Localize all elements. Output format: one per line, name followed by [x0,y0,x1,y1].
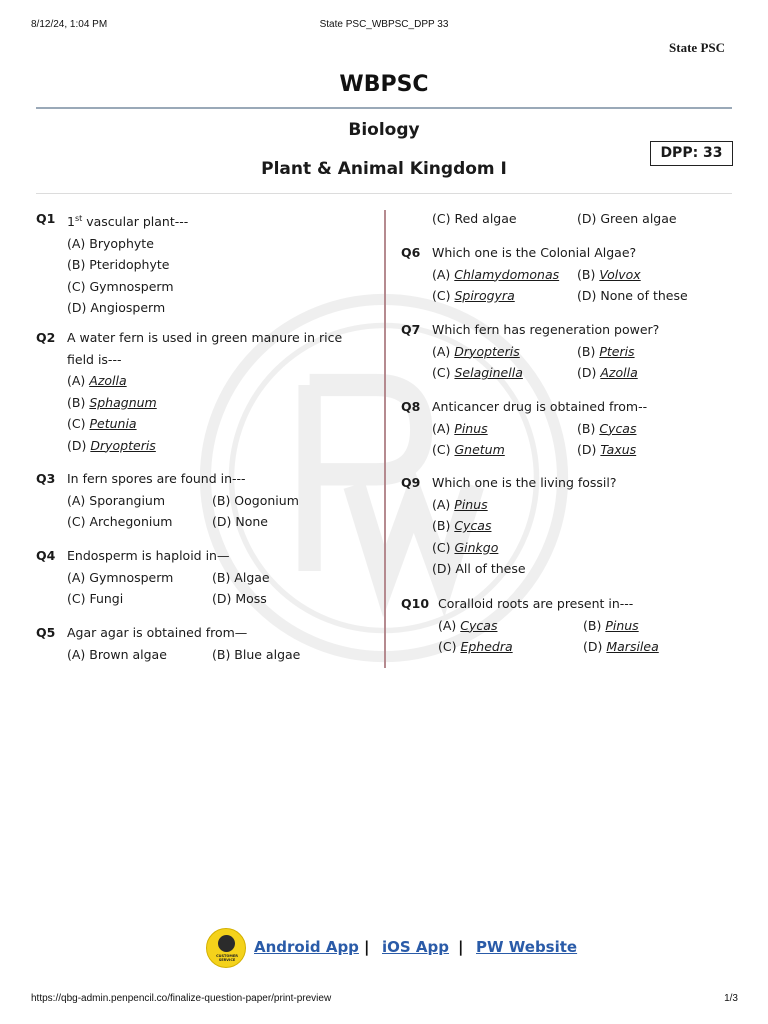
option-value: Pinus [454,496,488,512]
option-label: (B) [577,266,600,282]
option-value: Petunia [89,416,137,431]
question-q10 [401,593,659,658]
option-label: (B) [577,420,600,436]
option-c [432,362,577,384]
option-label: (C) [432,442,455,457]
option-b [577,341,635,363]
question-text: Endosperm is haploid in— [67,548,230,563]
question-q5 [36,622,300,665]
option-label: (C) [432,288,455,303]
option-a: (A) Bryophyte [67,235,154,251]
superscript: st [74,214,83,223]
question-text: Which one is the Colonial Algae? [432,245,637,260]
exam-title: WBPSC [339,72,429,97]
option-b: (B) Blue algae [212,646,301,662]
question-number: Q6 [401,245,421,260]
option-d: (D) None [212,514,268,529]
question-text [67,208,188,233]
option-label: (D) [577,365,601,380]
option-value: Gnetum [454,442,505,457]
logo-caption: CUSTOMER SERVICE [216,954,238,962]
chapter-title: Plant & Animal Kingdom I [261,159,507,179]
question-text: A water fern is used in green manure in rice field is--- [67,330,343,367]
question-text: In fern spores are found in--- [67,471,246,486]
headset-icon [218,935,235,952]
option-value: Pteris [599,343,635,359]
subject-title: Biology [348,120,420,140]
option-a [432,418,577,440]
option-label: (A) [432,266,455,282]
question-text: Which fern has regeneration power? [432,322,660,337]
option-label: (D) [583,639,607,654]
option-d: (D) All of these [432,561,526,576]
option-b: (B) Oogonium [212,492,299,508]
option-label: (D) [577,442,601,457]
option-label: (D) [67,437,91,453]
option-value: Chlamydomonas [454,266,560,282]
option-label: (A) [67,373,90,388]
link-separator: | [364,938,370,956]
dpp-badge: DPP: 33 [650,141,733,166]
option-d [583,636,659,658]
pw-website-link[interactable]: PW Website [476,938,578,956]
question-number: Q2 [36,330,56,345]
question-number: Q10 [401,596,430,611]
option-d [577,362,638,384]
option-c [432,537,617,559]
question-number: Q4 [36,548,56,563]
option-value: Azolla [89,373,127,388]
option-value: Cycas [460,617,498,633]
option-value: Dryopteris [454,343,520,359]
option-label: (B) [583,617,606,633]
option-d [67,435,366,457]
question-number: Q7 [401,322,421,337]
question-number: Q9 [401,475,421,490]
option-a [432,494,617,516]
option-c [438,636,583,658]
option-value: Taxus [600,442,637,457]
page-number: 1/3 [724,993,738,1004]
option-d: (D) Moss [212,591,267,606]
customer-service-logo [206,928,246,968]
option-value: Dryopteris [90,437,156,453]
option-label: (B) [67,394,90,410]
option-c: (C) Archegonium [67,514,173,529]
brand-label: State PSC [669,40,725,55]
option-value: Azolla [600,365,638,380]
option-value: Cycas [454,518,492,533]
option-a [67,370,366,392]
option-d: (D) Angiosperm [67,300,166,316]
option-label: (C) [432,365,455,380]
android-app-link[interactable]: Android App [254,938,359,956]
option-value: Pinus [605,617,639,633]
print-doc-title: State PSC_WBPSC_DPP 33 [319,19,449,30]
option-label: (B) [432,518,455,533]
option-c: (C) Red algae [432,211,517,226]
question-number: Q3 [36,471,56,486]
option-value: Pinus [454,420,488,436]
header-divider [36,193,732,194]
print-url: https://qbg-admin.penpencil.co/finalize-question-paper/print-preview [31,993,332,1004]
option-b: (B) Pteridophyte [67,257,170,273]
link-separator: | [458,938,464,956]
option-value: Volvox [599,266,641,282]
question-q7 [401,319,659,384]
option-label: (A) [432,343,455,359]
option-value: Cycas [599,420,637,436]
option-b [67,392,366,414]
option-value: Spirogyra [454,288,515,303]
title-divider [36,107,732,109]
question-text: Coralloid roots are present in--- [438,596,634,611]
question-q8 [401,396,647,461]
option-d: (D) None of these [577,288,688,303]
question-text: Anticancer drug is obtained from-- [432,399,648,414]
question-number: Q8 [401,399,421,414]
app-links-footer [0,928,768,968]
option-value: Selaginella [454,365,523,380]
option-a [432,341,577,363]
option-a: (A) Brown algae [67,646,167,662]
option-label: (A) [432,496,455,512]
question-q2 [36,327,366,456]
option-b [432,515,617,537]
option-a [432,264,577,286]
question-text-part: vascular plant--- [82,214,189,230]
question-text: Agar agar is obtained from— [67,625,248,640]
option-b [577,418,636,440]
question-text: Which one is the living fossil? [432,475,617,490]
option-label: (A) [432,420,455,436]
question-q1 [36,208,188,319]
option-label: (B) [577,343,600,359]
question-q3 [36,468,299,533]
option-label: (C) [438,639,461,654]
question-q6 [401,242,688,307]
ios-app-link[interactable]: iOS App [382,938,450,956]
option-b: (B) Algae [212,569,270,585]
question-number: Q1 [36,211,56,226]
option-value: Ginkgo [454,539,499,555]
question-q5-continued [401,208,677,230]
option-b [577,264,641,286]
question-q4 [36,545,270,610]
option-c [432,285,577,307]
option-c: (C) Fungi [67,591,124,606]
question-q9 [401,472,617,580]
option-label: (C) [67,416,90,431]
option-label: (A) [438,617,461,633]
option-b [583,615,639,637]
column-divider [384,210,386,668]
option-d [577,439,636,461]
option-value: Sphagnum [89,394,157,410]
option-a [438,615,583,637]
option-c: (C) Gymnosperm [67,278,174,294]
option-a: (A) Gymnosperm [67,569,174,585]
option-c [67,413,366,435]
option-a: (A) Sporangium [67,492,166,508]
question-number: Q5 [36,625,56,640]
option-label: (C) [432,539,455,555]
option-c [432,439,577,461]
question-text-part: 1 [67,214,75,230]
option-value: Ephedra [460,639,513,654]
option-d: (D) Green algae [577,211,677,226]
option-value: Marsilea [606,639,659,654]
print-date: 8/12/24, 1:04 PM [31,19,108,30]
